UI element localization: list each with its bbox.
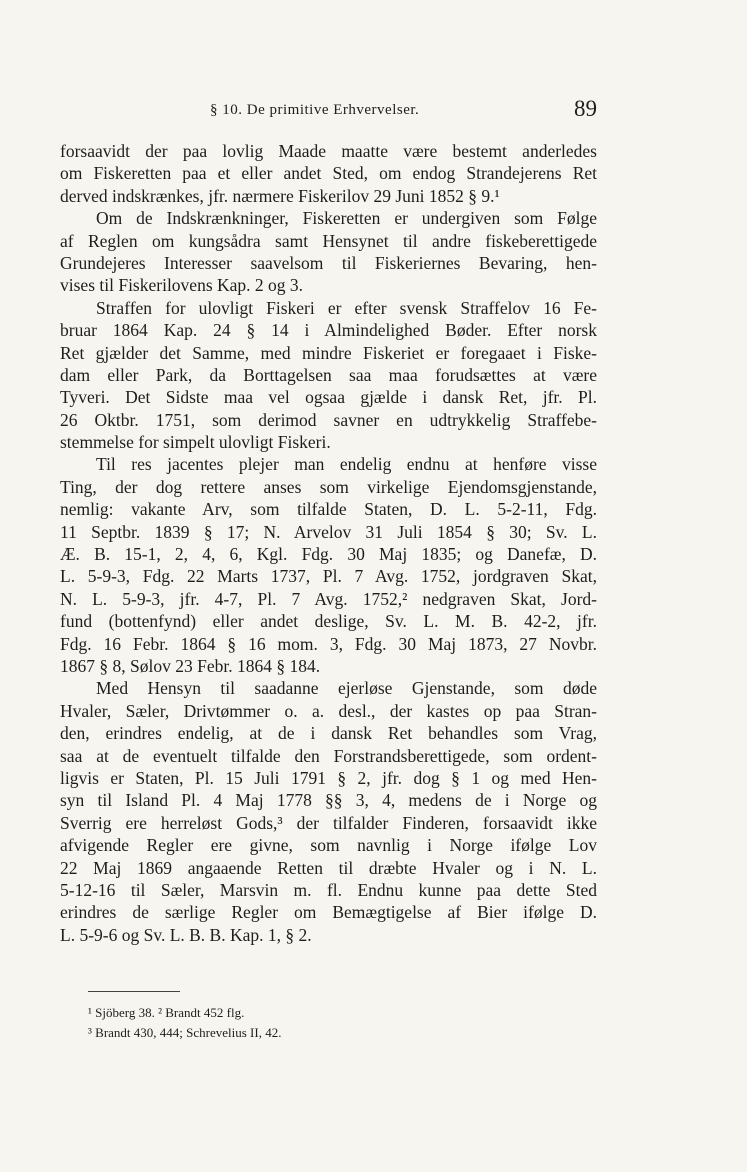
text-line: forsaavidt der paa lovlig Maade maatte være bestemt anderledes xyxy=(60,141,597,161)
text-line: 11 Septbr. 1839 § 17; N. Arvelov 31 Juli 1854 § 30; Sv. L. xyxy=(60,521,597,542)
text-line: nemlig: vakante Arv, som tilfalde Staten, D. L. 5-2-11, Fdg. xyxy=(60,499,597,520)
text-line: fund (bottenfynd) eller andet deslige, Sv. L. M. B. 42-2, jfr. xyxy=(60,611,597,632)
text-line: om Fiskeretten paa et eller andet Sted, om endog Strandejerens Ret xyxy=(60,163,597,184)
text-line: 22 Maj 1869 angaaende Retten til dræbte Hvaler og i N. L. xyxy=(60,857,597,878)
text-line: bruar 1864 Kap. 24 § 14 i Almindelighed Bøder. Efter norsk xyxy=(60,320,597,341)
text-line: Ting, der dog rettere anses som virkelige Ejendomsgjenstande, xyxy=(60,476,597,497)
text-line: erindres de særlige Regler om Bemægtigelse af Bier ifølge D. xyxy=(60,902,597,923)
text-line: Tyveri. Det Sidste maa vel ogsaa gjælde i dansk Ret, jfr. Pl. xyxy=(60,387,597,408)
running-header xyxy=(60,96,597,126)
text-line: Om de Indskrænkninger, Fiskeretten er undergiven som Følge xyxy=(96,208,597,229)
text-line: Fdg. 16 Febr. 1864 § 16 mom. 3, Fdg. 30 Maj 1873, 27 Novbr. xyxy=(60,633,597,654)
text-line: Hvaler, Sæler, Drivtømmer o. a. desl., der kastes op paa Stran- xyxy=(60,700,597,721)
text-line: Æ. B. 15-1, 2, 4, 6, Kgl. Fdg. 30 Maj 1835; og Danefæ, D. xyxy=(60,544,597,565)
text-line: afvigende Regler ere givne, som navnlig i Norge ifølge Lov xyxy=(60,835,597,856)
text-line: 1867 § 8, Sølov 23 Febr. 1864 § 184. xyxy=(60,655,321,676)
text-line: Ret gjælder det Samme, med mindre Fiskeriet er foregaaet i Fiske- xyxy=(60,342,597,363)
text-line: af Reglen om kungsådra samt Hensynet til andre fiskeberettigede xyxy=(60,230,597,251)
text-line: L. 5-9-6 og Sv. L. B. B. Kap. 1, § 2. xyxy=(60,924,312,945)
text-line: vises til Fiskerilovens Kap. 2 og 3. xyxy=(60,275,304,296)
text-line: syn til Island Pl. 4 Maj 1778 §§ 3, 4, medens de i Norge og xyxy=(60,790,597,811)
body-text xyxy=(60,140,597,946)
footnote: ³ Brandt 430, 444; Schrevelius II, 42. xyxy=(88,1025,282,1040)
text-line: 26 Oktbr. 1751, som derimod savner en udtrykkelig Straffebe- xyxy=(60,409,597,430)
text-line: derved indskrænkes, jfr. nærmere Fiskerilov 29 Juni 1852 § 9.¹ xyxy=(60,185,500,206)
section-heading: § 10. De primitive Erhvervelser. xyxy=(210,102,420,118)
text-line: Sverrig ere herreløst Gods,³ der tilfalder Finderen, forsaavidt ikke xyxy=(60,812,597,833)
text-line: ligvis er Staten, Pl. 15 Juli 1791 § 2, jfr. dog § 1 og med Hen- xyxy=(60,767,597,788)
text-line: stemmelse for simpelt ulovligt Fiskeri. xyxy=(60,432,331,453)
page-number: 89 xyxy=(574,96,597,121)
text-line: L. 5-9-3, Fdg. 22 Marts 1737, Pl. 7 Avg. 1752, jordgraven Skat, xyxy=(60,566,597,587)
text-line: Straffen for ulovligt Fiskeri er efter svensk Straffelov 16 Fe- xyxy=(96,297,597,318)
text-line: saa at de eventuelt tilfalde den Forstrandsberettigede, som ordent- xyxy=(60,745,597,766)
text-line: Til res jacentes plejer man endelig endnu at henføre visse xyxy=(96,454,597,475)
text-line: den, erindres endelig, at de i dansk Ret behandles som Vrag, xyxy=(60,723,597,744)
text-line: Med Hensyn til saadanne ejerløse Gjenstande, som døde xyxy=(96,678,597,699)
text-line: Grundejeres Interesser saavelsom til Fiskeriernes Bevaring, hen- xyxy=(60,252,597,273)
footnote: ¹ Sjöberg 38. ² Brandt 452 flg. xyxy=(88,1005,245,1020)
text-line: dam eller Park, da Borttagelsen saa maa forudsættes at være xyxy=(60,364,597,385)
text-line: 5-12-16 til Sæler, Marsvin m. fl. Endnu kunne paa dette Sted xyxy=(60,879,597,900)
text-line: N. L. 5-9-3, jfr. 4-7, Pl. 7 Avg. 1752,² nedgraven Skat, Jord- xyxy=(60,588,597,609)
footnote-divider xyxy=(88,991,180,992)
footnotes xyxy=(88,1003,548,1043)
